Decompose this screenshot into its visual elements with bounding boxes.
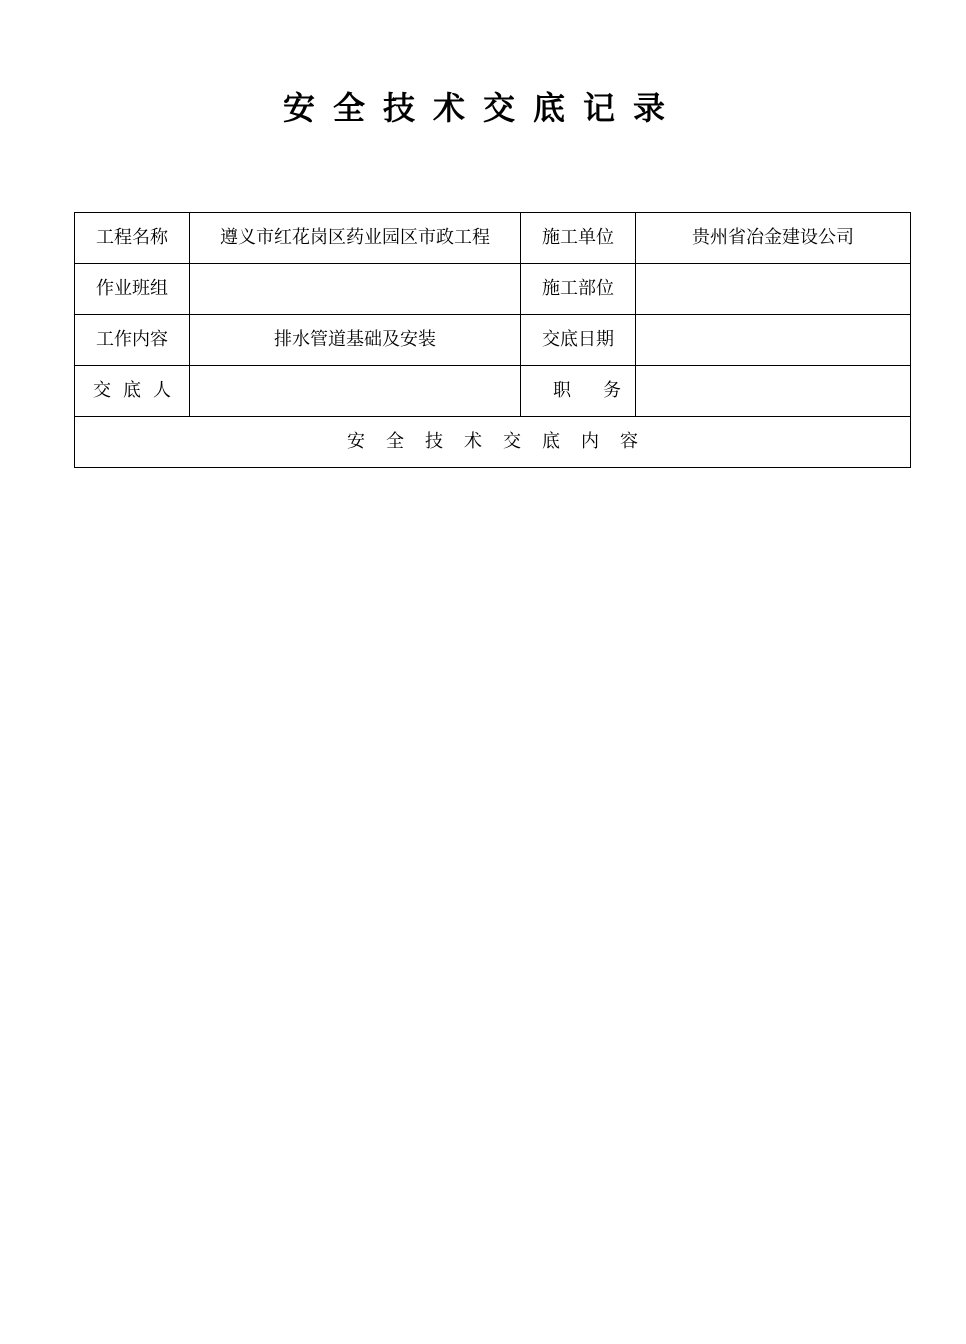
project-name-value: 遵义市红花岗区药业园区市政工程	[190, 213, 521, 264]
position-value	[636, 366, 911, 417]
work-content-label: 工作内容	[75, 315, 190, 366]
briefer-label: 交底人	[75, 366, 190, 417]
work-content-value: 排水管道基础及安装	[190, 315, 521, 366]
briefer-value	[190, 366, 521, 417]
table-row-content	[75, 315, 911, 366]
project-name-label: 工程名称	[75, 213, 190, 264]
briefing-record-table	[74, 212, 911, 468]
briefing-date-label: 交底日期	[521, 315, 636, 366]
work-team-label: 作业班组	[75, 264, 190, 315]
table-row-project	[75, 213, 911, 264]
document-title: 安全技术交底记录	[282, 89, 683, 127]
construction-part-label: 施工部位	[521, 264, 636, 315]
work-team-value	[190, 264, 521, 315]
contractor-label: 施工单位	[521, 213, 636, 264]
table-row-team	[75, 264, 911, 315]
table-row-section-header	[75, 417, 911, 468]
construction-part-value	[636, 264, 911, 315]
position-label: 职务	[521, 366, 636, 417]
table-row-briefer	[75, 366, 911, 417]
contractor-value: 贵州省冶金建设公司	[636, 213, 911, 264]
briefing-date-value	[636, 315, 911, 366]
section-header: 安全技术交底内容	[75, 417, 911, 468]
